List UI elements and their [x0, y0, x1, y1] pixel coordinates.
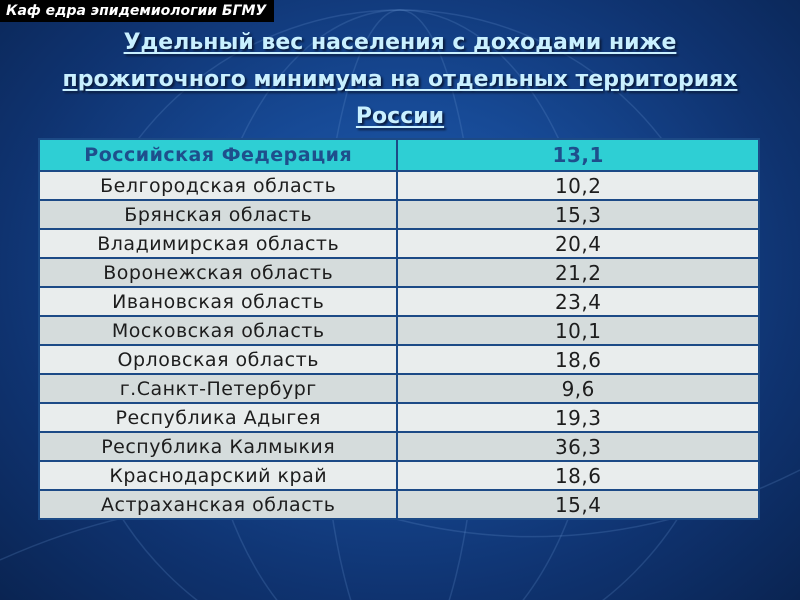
- table-row: [39, 229, 759, 258]
- region-name-cell: Владимирская область: [39, 229, 397, 258]
- table-row: [39, 258, 759, 287]
- region-value-cell: 23,4: [397, 287, 759, 316]
- department-label: Каф едра эпидемиологии БГМУ: [0, 0, 274, 22]
- table-row: [39, 171, 759, 200]
- region-value-cell: 36,3: [397, 432, 759, 461]
- region-value-cell: 18,6: [397, 345, 759, 374]
- region-value-cell: 15,4: [397, 490, 759, 519]
- table-row: [39, 403, 759, 432]
- region-name-cell: Московская область: [39, 316, 397, 345]
- region-name-cell: Астраханская область: [39, 490, 397, 519]
- region-name-cell: Республика Калмыкия: [39, 432, 397, 461]
- region-value-cell: 10,2: [397, 171, 759, 200]
- region-name-cell: Ивановская область: [39, 287, 397, 316]
- header-region-cell: Российская Федерация: [39, 139, 397, 171]
- region-name-cell: Орловская область: [39, 345, 397, 374]
- region-value-cell: 19,3: [397, 403, 759, 432]
- table-row: [39, 490, 759, 519]
- table-row: [39, 374, 759, 403]
- region-value-cell: 9,6: [397, 374, 759, 403]
- region-name-cell: Воронежская область: [39, 258, 397, 287]
- table-row: [39, 461, 759, 490]
- slide-title: Удельный вес населения с доходами ниже прожиточного минимума на отдельных территориях России: [62, 30, 738, 129]
- region-name-cell: Республика Адыгея: [39, 403, 397, 432]
- region-name-cell: Брянская область: [39, 200, 397, 229]
- header-value-cell: 13,1: [397, 139, 759, 171]
- region-value-cell: 15,3: [397, 200, 759, 229]
- table-row: [39, 200, 759, 229]
- region-name-cell: г.Санкт-Петербург: [39, 374, 397, 403]
- table-row: [39, 345, 759, 374]
- region-value-cell: 18,6: [397, 461, 759, 490]
- table-body: [39, 139, 759, 519]
- table-header-row: [39, 139, 759, 171]
- poverty-table: [38, 138, 760, 520]
- table-row: [39, 287, 759, 316]
- region-name-cell: Белгородская область: [39, 171, 397, 200]
- region-value-cell: 21,2: [397, 258, 759, 287]
- table-row: [39, 432, 759, 461]
- table-row: [39, 316, 759, 345]
- region-name-cell: Краснодарский край: [39, 461, 397, 490]
- region-value-cell: 10,1: [397, 316, 759, 345]
- region-value-cell: 20,4: [397, 229, 759, 258]
